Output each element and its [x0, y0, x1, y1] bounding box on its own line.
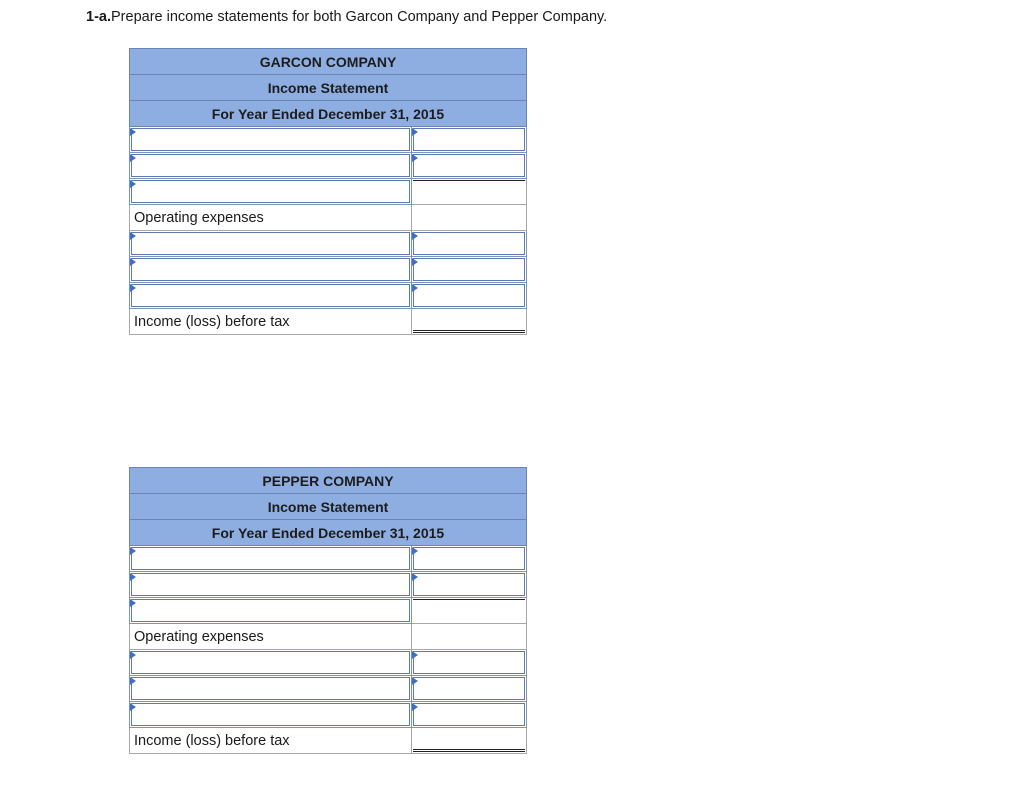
amount-input[interactable]	[412, 650, 527, 676]
table-row	[130, 153, 527, 179]
amount-input[interactable]	[412, 546, 527, 572]
account-select[interactable]	[130, 650, 412, 676]
dropdown-arrow-icon	[412, 284, 418, 292]
account-select[interactable]	[130, 231, 412, 257]
dropdown-arrow-icon	[412, 258, 418, 266]
table-row	[130, 546, 527, 572]
dropdown-arrow-icon	[130, 703, 136, 711]
dropdown-arrow-icon	[412, 232, 418, 240]
income-before-tax-input[interactable]	[412, 309, 527, 335]
operating-expenses-label: Operating expenses	[130, 205, 412, 231]
income-statement-table	[129, 467, 527, 754]
empty-amount-cell	[412, 205, 527, 231]
dropdown-arrow-icon	[130, 180, 136, 188]
table-row	[130, 572, 527, 598]
dropdown-arrow-icon	[130, 599, 136, 607]
table-row	[130, 179, 527, 205]
company-name: PEPPER COMPANY	[130, 468, 527, 494]
amount-input[interactable]	[412, 283, 527, 309]
dropdown-arrow-icon	[412, 677, 418, 685]
amount-input[interactable]	[412, 572, 527, 598]
dropdown-arrow-icon	[412, 573, 418, 581]
instruction-text: Prepare income statements for both Garcon Company and Pepper Company.	[111, 9, 608, 25]
dropdown-arrow-icon	[412, 547, 418, 555]
amount-input[interactable]	[412, 179, 527, 205]
dropdown-arrow-icon	[412, 703, 418, 711]
dropdown-arrow-icon	[412, 651, 418, 659]
table-row	[130, 127, 527, 153]
amount-input[interactable]	[412, 702, 527, 728]
amount-input[interactable]	[412, 127, 527, 153]
dropdown-arrow-icon	[412, 128, 418, 136]
table-row	[130, 676, 527, 702]
account-select[interactable]	[130, 127, 412, 153]
dropdown-arrow-icon	[130, 651, 136, 659]
table-row	[130, 283, 527, 309]
table-row	[130, 728, 527, 754]
amount-input[interactable]	[412, 598, 527, 624]
empty-amount-cell	[412, 624, 527, 650]
income-before-tax-label: Income (loss) before tax	[130, 728, 412, 754]
table-row	[130, 205, 527, 231]
dropdown-arrow-icon	[130, 284, 136, 292]
pepper-income-statement	[129, 467, 526, 754]
account-select[interactable]	[130, 179, 412, 205]
requirement-number: 1-a.	[86, 9, 111, 25]
dropdown-arrow-icon	[130, 232, 136, 240]
amount-input[interactable]	[412, 231, 527, 257]
statement-title: Income Statement	[130, 75, 527, 101]
account-select[interactable]	[130, 702, 412, 728]
account-select[interactable]	[130, 153, 412, 179]
account-select[interactable]	[130, 572, 412, 598]
instruction	[86, 8, 607, 26]
table-row	[130, 598, 527, 624]
company-name: GARCON COMPANY	[130, 49, 527, 75]
table-row	[130, 257, 527, 283]
operating-expenses-label: Operating expenses	[130, 624, 412, 650]
table-row	[130, 309, 527, 335]
income-statement-table	[129, 48, 527, 335]
dropdown-arrow-icon	[130, 573, 136, 581]
income-before-tax-label: Income (loss) before tax	[130, 309, 412, 335]
dropdown-arrow-icon	[130, 547, 136, 555]
account-select[interactable]	[130, 257, 412, 283]
dropdown-arrow-icon	[130, 677, 136, 685]
amount-input[interactable]	[412, 676, 527, 702]
statement-period: For Year Ended December 31, 2015	[130, 101, 527, 127]
table-row	[130, 231, 527, 257]
table-row	[130, 624, 527, 650]
statement-period: For Year Ended December 31, 2015	[130, 520, 527, 546]
dropdown-arrow-icon	[130, 154, 136, 162]
table-row	[130, 650, 527, 676]
statement-title: Income Statement	[130, 494, 527, 520]
account-select[interactable]	[130, 546, 412, 572]
dropdown-arrow-icon	[130, 128, 136, 136]
account-select[interactable]	[130, 676, 412, 702]
dropdown-arrow-icon	[130, 258, 136, 266]
income-before-tax-input[interactable]	[412, 728, 527, 754]
dropdown-arrow-icon	[412, 154, 418, 162]
table-row	[130, 702, 527, 728]
amount-input[interactable]	[412, 257, 527, 283]
account-select[interactable]	[130, 598, 412, 624]
garcon-income-statement	[129, 48, 526, 335]
amount-input[interactable]	[412, 153, 527, 179]
account-select[interactable]	[130, 283, 412, 309]
